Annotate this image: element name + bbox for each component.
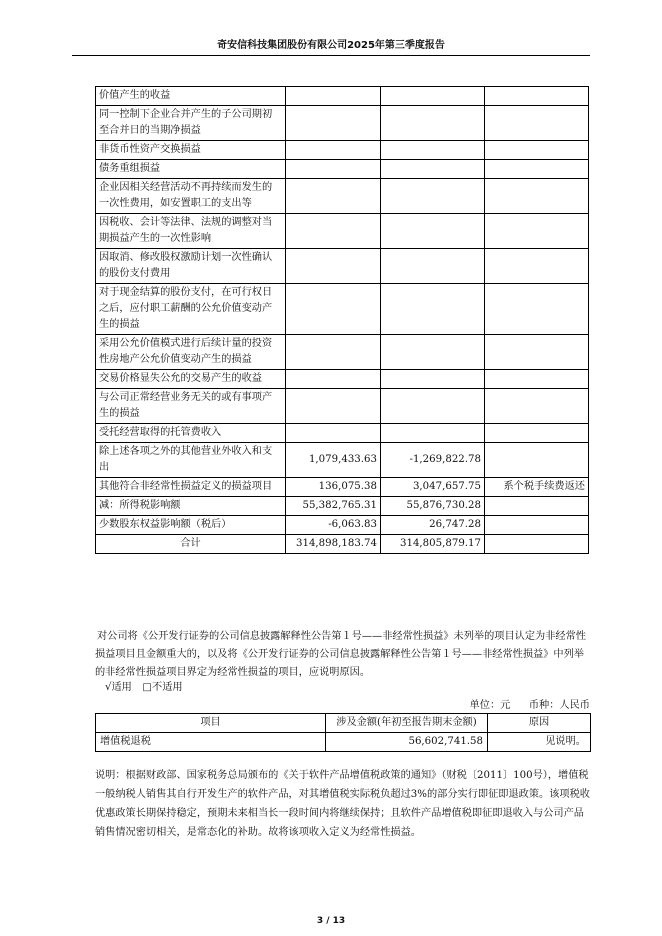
table-row [96, 478, 589, 497]
cell-note [485, 106, 589, 141]
cell-item: 对于现金结算的股份支付，在可行权日之后，应付职工薪酬的公允价值变动产生的损益 [96, 284, 286, 335]
cell-item: 少数股东权益影响额（税后） [96, 516, 286, 535]
cell-current-period [286, 424, 381, 443]
cell-year-to-date [381, 179, 485, 214]
applicable-option: √适用 [105, 682, 132, 693]
cell-current-period [286, 214, 381, 249]
cell-note [485, 389, 589, 424]
table-row [96, 214, 589, 249]
cell-current-period [286, 335, 381, 370]
cell-note [485, 535, 589, 554]
cell-item: 非货币性资产交换损益 [96, 141, 286, 160]
currency-label: 币种：人民币 [528, 700, 590, 711]
table-row [96, 443, 589, 478]
table-row [96, 516, 589, 535]
page-number: 3 / 13 [316, 916, 346, 926]
cell-note [485, 516, 589, 535]
cell-item: 债务重组损益 [96, 160, 286, 179]
cell-year-to-date [381, 424, 485, 443]
cell-current-period [286, 284, 381, 335]
table-row [96, 284, 589, 335]
recurring-definition-table [95, 713, 591, 752]
cell-year-to-date: 26,747.28 [381, 516, 485, 535]
cell-item: 其他符合非经常性损益定义的损益项目 [96, 478, 286, 497]
table-row [96, 733, 591, 752]
cell-year-to-date [381, 284, 485, 335]
cell-year-to-date [381, 249, 485, 284]
page-header [72, 36, 590, 56]
table-row [96, 370, 589, 389]
cell-note [485, 141, 589, 160]
header-amount: 涉及金额(年初至报告期末金额) [326, 714, 488, 733]
cell-note [485, 249, 589, 284]
cell-year-to-date [381, 141, 485, 160]
cell-current-period [286, 179, 381, 214]
cell-current-period: 314,898,183.74 [286, 535, 381, 554]
cell-current-period [286, 87, 381, 106]
cell-item: 除上述各项之外的其他营业外收入和支出 [96, 443, 286, 478]
cell-year-to-date [381, 335, 485, 370]
table-row [96, 497, 589, 516]
table-row [96, 335, 589, 370]
cell-current-period: 1,079,433.63 [286, 443, 381, 478]
non-recurring-items-body [96, 87, 589, 554]
cell-year-to-date [381, 214, 485, 249]
cell-note [485, 370, 589, 389]
not-applicable-option: □不适用 [142, 682, 183, 693]
non-recurring-items-table [95, 86, 589, 554]
cell-note [485, 214, 589, 249]
cell-current-period [286, 160, 381, 179]
cell-current-period [286, 249, 381, 284]
table-row [96, 249, 589, 284]
table-row [96, 141, 589, 160]
cell-item: 减：所得税影响额 [96, 497, 286, 516]
cell-year-to-date: 314,805,879.17 [381, 535, 485, 554]
cell-current-period [286, 389, 381, 424]
table-row [96, 160, 589, 179]
header-item: 项目 [96, 714, 326, 733]
cell-year-to-date: 3,047,657.75 [381, 478, 485, 497]
table-header-row [96, 714, 591, 733]
header-reason: 原因 [488, 714, 591, 733]
cell-year-to-date [381, 389, 485, 424]
table-row [96, 424, 589, 443]
cell-note [485, 160, 589, 179]
cell-note [485, 335, 589, 370]
report-title: 奇安信科技集团股份有限公司2025年第三季度报告 [217, 40, 445, 51]
cell-year-to-date: 55,876,730.28 [381, 497, 485, 516]
table-row [96, 389, 589, 424]
cell-item: 交易价格显失公允的交易产生的收益 [96, 370, 286, 389]
cell-year-to-date: -1,269,822.78 [381, 443, 485, 478]
cell-current-period: 136,075.38 [286, 478, 381, 497]
table-row [96, 179, 589, 214]
cell-item: 同一控制下企业合并产生的子公司期初至合并日的当期净损益 [96, 106, 286, 141]
cell-item: 与公司正常经营业务无关的或有事项产生的损益 [96, 389, 286, 424]
cell-item: 企业因相关经营活动不再持续而发生的一次性费用，如安置职工的支出等 [96, 179, 286, 214]
cell-item: 因税收、会计等法律、法规的调整对当期损益产生的一次性影响 [96, 214, 286, 249]
cell-year-to-date [381, 106, 485, 141]
cell-year-to-date [381, 370, 485, 389]
explanation-text: 说明：根据财政部、国家税务总局颁布的《关于软件产品增值税政策的通知》（财税〔2011〕100号），增值税一般纳税人销售其自行开发生产的软件产品，对其增值税实际税负超过3%的部分实行即征即退政策。该项税收优惠政策长期保持稳定，预期未来相当长一段时间内将继续保持；且软件产品增值税即征即退收入与公司产品销售情况密切相关，是常态化的补助。故将该项收入定义为经常性损益。 [95, 770, 590, 838]
cell-note [485, 179, 589, 214]
cell-current-period [286, 370, 381, 389]
cell-note: 系个税手续费返还 [485, 478, 589, 497]
disclosure-paragraph: 对公司将《公开发行证券的公司信息披露解释性公告第１号——非经常性损益》未列举的项目认定为非经常性损益项目且金额重大的，以及将《公开发行证券的公司信息披露解释性公告第１号——非经常性损益》中列举的非经常性损益项目界定为经常性损益的项目，应说明原因。 [95, 631, 586, 678]
cell-current-period: 55,382,765.31 [286, 497, 381, 516]
cell-amount: 56,602,741.58 [326, 733, 488, 752]
cell-note [485, 497, 589, 516]
cell-item: 价值产生的收益 [96, 87, 286, 106]
table-row [96, 535, 589, 554]
cell-note [485, 87, 589, 106]
unit-line [470, 696, 590, 711]
cell-item: 增值税退税 [96, 733, 326, 752]
cell-item: 合计 [96, 535, 286, 554]
cell-current-period [286, 141, 381, 160]
cell-note [485, 424, 589, 443]
cell-note [485, 443, 589, 478]
cell-current-period: -6,063.83 [286, 516, 381, 535]
unit-label: 单位：元 [469, 700, 511, 711]
cell-item: 采用公允价值模式进行后续计量的投资性房地产公允价值变动产生的损益 [96, 335, 286, 370]
cell-item: 因取消、修改股权激励计划一次性确认的股份支付费用 [96, 249, 286, 284]
applicability-options [105, 678, 183, 693]
table-row [96, 87, 589, 106]
cell-reason: 见说明。 [488, 733, 591, 752]
table-row [96, 106, 589, 141]
cell-year-to-date [381, 87, 485, 106]
cell-current-period [286, 106, 381, 141]
cell-note [485, 284, 589, 335]
cell-year-to-date [381, 160, 485, 179]
cell-item: 受托经营取得的托管费收入 [96, 424, 286, 443]
